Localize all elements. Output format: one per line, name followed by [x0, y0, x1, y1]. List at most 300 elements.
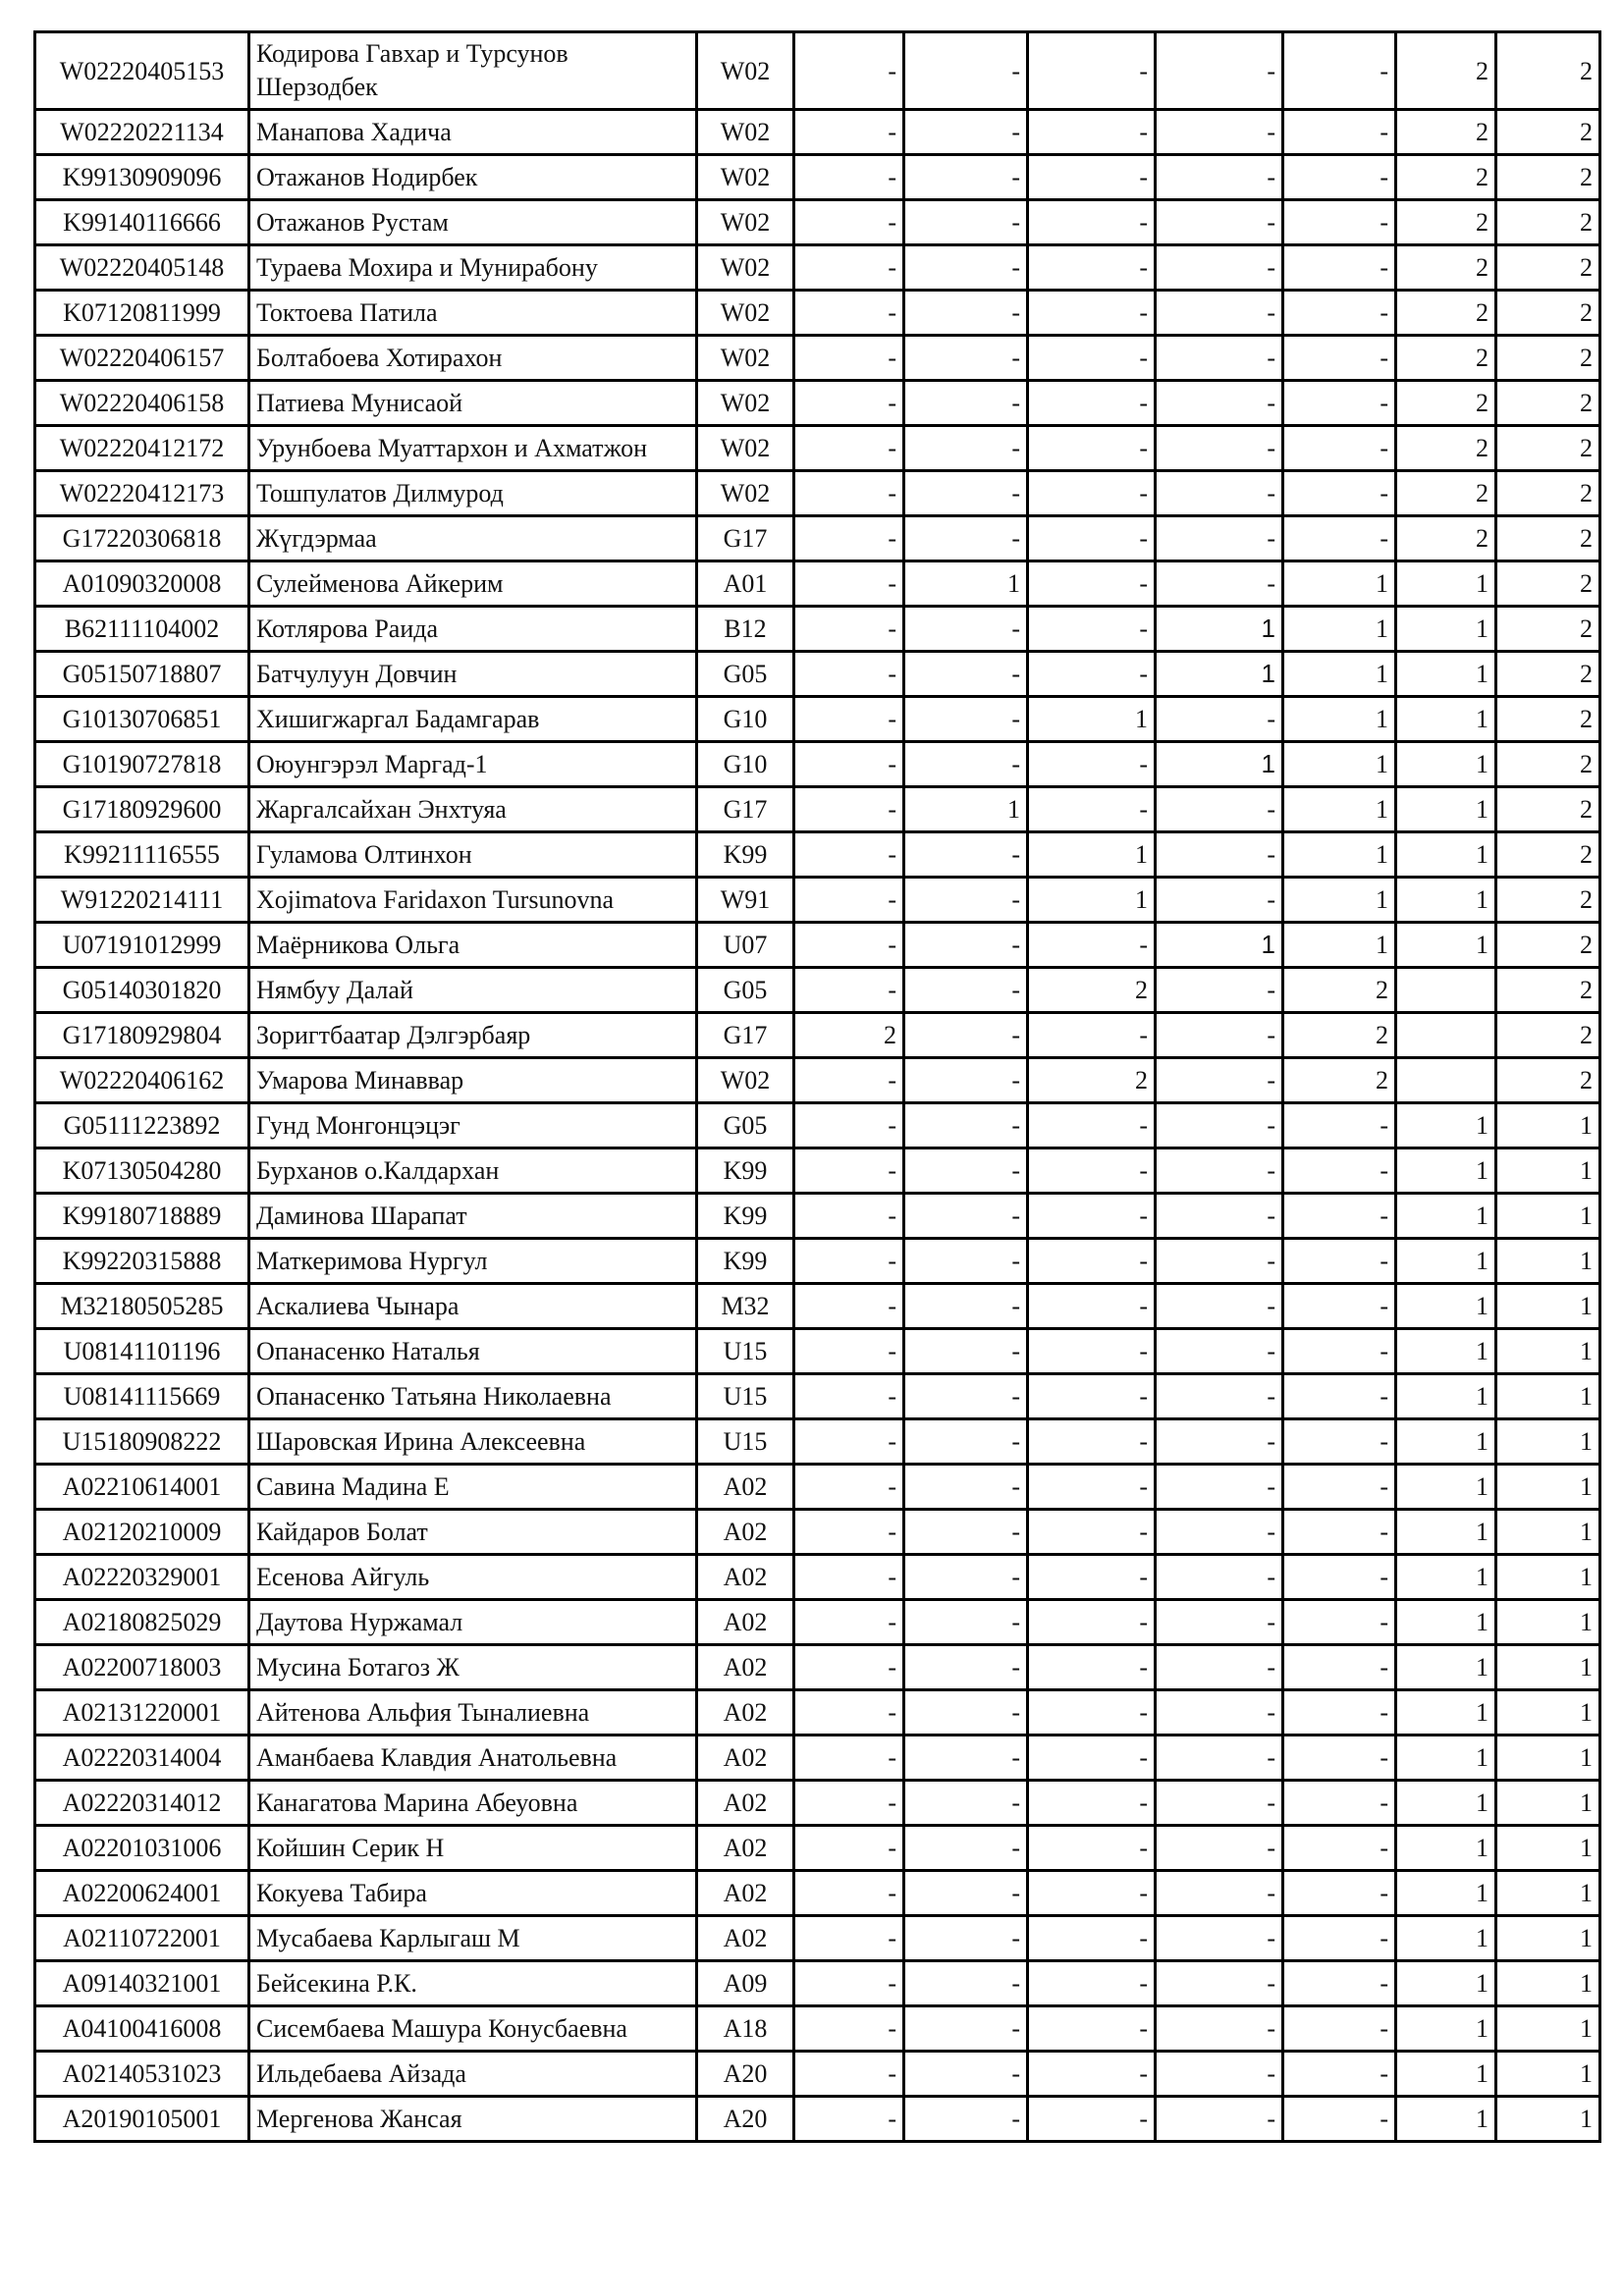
total-cell: 1	[1496, 1961, 1600, 2006]
participant-name-cell: Тошпулатов Дилмурод	[249, 471, 697, 516]
value-cell: -	[1283, 245, 1396, 291]
table-row	[35, 1194, 1600, 1239]
value-cell: -	[1283, 1419, 1396, 1465]
value-cell: -	[1283, 1916, 1396, 1961]
participant-name-cell: Даминова Шарапат	[249, 1194, 697, 1239]
value-cell: -	[904, 1239, 1028, 1284]
record-id-cell: G05111223892	[35, 1103, 249, 1148]
value-cell: -	[1028, 471, 1156, 516]
participant-name-cell: Оюунгэрэл Маргад-1	[249, 742, 697, 787]
value-cell: 2	[1396, 155, 1496, 200]
value-cell: -	[794, 516, 904, 561]
value-cell: -	[794, 110, 904, 155]
value-cell: -	[1156, 2097, 1283, 2142]
value-cell: -	[794, 200, 904, 245]
total-cell: 2	[1496, 561, 1600, 607]
value-cell: -	[1283, 426, 1396, 471]
participant-name-cell: Жаргалсайхан Энхтуяа	[249, 787, 697, 832]
participant-name-cell: Мусина Ботагоз Ж	[249, 1645, 697, 1690]
value-cell: -	[794, 1329, 904, 1374]
record-id-cell: K99130909096	[35, 155, 249, 200]
value-cell: -	[1028, 1465, 1156, 1510]
total-cell: 1	[1496, 1510, 1600, 1555]
table-row	[35, 697, 1600, 742]
value-cell: -	[794, 561, 904, 607]
value-cell: -	[1283, 2097, 1396, 2142]
value-cell: -	[1156, 1419, 1283, 1465]
total-cell: 1	[1496, 1871, 1600, 1916]
participant-name-cell: Хишигжаргал Бадамгарав	[249, 697, 697, 742]
value-cell: -	[1283, 336, 1396, 381]
value-cell: -	[1156, 878, 1283, 923]
table-row	[35, 832, 1600, 878]
participant-name-cell: Болтабоева Хотирахон	[249, 336, 697, 381]
value-cell: -	[794, 652, 904, 697]
total-cell: 2	[1496, 291, 1600, 336]
participant-name-cell: Маёрникова Ольга	[249, 923, 697, 968]
participant-name-cell: Опанасенко Наталья	[249, 1329, 697, 1374]
value-cell: -	[1028, 607, 1156, 652]
table-row	[35, 742, 1600, 787]
value-cell: -	[1283, 381, 1396, 426]
value-cell: -	[904, 878, 1028, 923]
value-cell: 1	[1396, 1600, 1496, 1645]
value-cell: -	[1283, 1239, 1396, 1284]
value-cell: -	[794, 1781, 904, 1826]
total-cell: 2	[1496, 697, 1600, 742]
value-cell: -	[904, 1419, 1028, 1465]
table-row	[35, 1239, 1600, 1284]
total-cell: 1	[1496, 1916, 1600, 1961]
value-cell: -	[904, 1374, 1028, 1419]
table-row	[35, 471, 1600, 516]
group-code-cell: A02	[697, 1510, 794, 1555]
total-cell: 1	[1496, 1148, 1600, 1194]
value-cell: -	[1156, 832, 1283, 878]
value-cell: -	[1028, 200, 1156, 245]
value-cell: -	[904, 1555, 1028, 1600]
value-cell: -	[794, 742, 904, 787]
participant-name-cell: Патиева Мунисаой	[249, 381, 697, 426]
value-cell: 2	[1283, 968, 1396, 1013]
record-id-cell: A02210614001	[35, 1465, 249, 1510]
participant-name-cell: Аскалиева Чынара	[249, 1284, 697, 1329]
value-cell: -	[794, 968, 904, 1013]
value-cell: -	[1028, 1871, 1156, 1916]
total-cell: 2	[1496, 968, 1600, 1013]
total-cell: 2	[1496, 652, 1600, 697]
participant-name-cell: Токтоева Патила	[249, 291, 697, 336]
value-cell: -	[1283, 2006, 1396, 2052]
total-cell: 2	[1496, 245, 1600, 291]
value-cell: -	[1028, 155, 1156, 200]
group-code-cell: A02	[697, 1465, 794, 1510]
value-cell: -	[904, 1916, 1028, 1961]
value-cell: -	[904, 1103, 1028, 1148]
value-cell: -	[1156, 291, 1283, 336]
participant-name-cell: Нямбуу Далай	[249, 968, 697, 1013]
value-cell: -	[1283, 155, 1396, 200]
value-cell: 1	[1396, 652, 1496, 697]
value-cell: -	[1156, 200, 1283, 245]
value-cell: -	[794, 832, 904, 878]
value-cell: -	[1156, 1735, 1283, 1781]
value-cell: -	[904, 471, 1028, 516]
participant-name-cell: Ильдебаева Айзада	[249, 2052, 697, 2097]
total-cell: 2	[1496, 742, 1600, 787]
value-cell: -	[1156, 2052, 1283, 2097]
results-table	[33, 30, 1601, 2143]
value-cell: -	[1028, 1781, 1156, 1826]
participant-name-cell: Бурханов о.Калдархан	[249, 1148, 697, 1194]
total-cell: 2	[1496, 336, 1600, 381]
group-code-cell: W02	[697, 110, 794, 155]
value-cell: -	[794, 32, 904, 110]
value-cell: 1	[1283, 878, 1396, 923]
value-cell: -	[1156, 1916, 1283, 1961]
value-cell: -	[1283, 1284, 1396, 1329]
group-code-cell: A18	[697, 2006, 794, 2052]
value-cell: 2	[1396, 291, 1496, 336]
record-id-cell: K99220315888	[35, 1239, 249, 1284]
value-cell: -	[904, 1194, 1028, 1239]
value-cell: -	[1156, 155, 1283, 200]
participant-name-cell: Сисембаева Машура Конусбаевна	[249, 2006, 697, 2052]
value-cell: -	[794, 1374, 904, 1419]
record-id-cell: W02220412173	[35, 471, 249, 516]
value-cell: -	[904, 1058, 1028, 1103]
participant-name-cell: Опанасенко Татьяна Николаевна	[249, 1374, 697, 1419]
group-code-cell: A20	[697, 2097, 794, 2142]
participant-name-cell: Кокуева Табира	[249, 1871, 697, 1916]
value-cell: -	[1156, 1690, 1283, 1735]
value-cell: -	[1283, 1194, 1396, 1239]
table-row	[35, 1103, 1600, 1148]
total-cell: 1	[1496, 2006, 1600, 2052]
record-id-cell: W02220405153	[35, 32, 249, 110]
total-cell: 2	[1496, 471, 1600, 516]
record-id-cell: K99140116666	[35, 200, 249, 245]
table-row	[35, 1645, 1600, 1690]
record-id-cell: W02220406162	[35, 1058, 249, 1103]
participant-name-cell: Савина Мадина Е	[249, 1465, 697, 1510]
value-cell: -	[904, 607, 1028, 652]
value-cell: -	[1283, 1600, 1396, 1645]
value-cell: 1	[1283, 697, 1396, 742]
value-cell: 1	[1396, 2006, 1496, 2052]
value-cell: -	[1156, 1058, 1283, 1103]
value-cell: -	[1283, 1781, 1396, 1826]
value-cell: -	[1156, 1465, 1283, 1510]
table-row	[35, 1329, 1600, 1374]
value-cell: 1	[1156, 923, 1283, 968]
value-cell: -	[794, 155, 904, 200]
value-cell: -	[904, 1284, 1028, 1329]
record-id-cell: G17180929804	[35, 1013, 249, 1058]
record-id-cell: A04100416008	[35, 2006, 249, 2052]
value-cell: 1	[1396, 1690, 1496, 1735]
value-cell: -	[1283, 1465, 1396, 1510]
group-code-cell: W02	[697, 155, 794, 200]
table-row	[35, 1465, 1600, 1510]
value-cell: 1	[1396, 1916, 1496, 1961]
participant-name-cell: Кодирова Гавхар и Турсунов Шерзодбек	[249, 32, 697, 110]
participant-name-cell: Маткеримова Нургул	[249, 1239, 697, 1284]
value-cell: 1	[1396, 561, 1496, 607]
record-id-cell: G10190727818	[35, 742, 249, 787]
value-cell: -	[1156, 336, 1283, 381]
value-cell: -	[1283, 1555, 1396, 1600]
value-cell: 1	[1396, 1510, 1496, 1555]
value-cell: -	[1283, 200, 1396, 245]
group-code-cell: G05	[697, 968, 794, 1013]
table-row	[35, 381, 1600, 426]
value-cell: -	[904, 516, 1028, 561]
value-cell: -	[1028, 110, 1156, 155]
total-cell: 2	[1496, 832, 1600, 878]
value-cell: -	[904, 968, 1028, 1013]
participant-name-cell: Гуламова Олтинхон	[249, 832, 697, 878]
value-cell: -	[1028, 1916, 1156, 1961]
value-cell: -	[794, 1600, 904, 1645]
participant-name-cell: Сулейменова Айкерим	[249, 561, 697, 607]
group-code-cell: W02	[697, 336, 794, 381]
total-cell: 1	[1496, 1600, 1600, 1645]
total-cell: 1	[1496, 1103, 1600, 1148]
group-code-cell: W91	[697, 878, 794, 923]
value-cell: -	[1156, 1645, 1283, 1690]
record-id-cell: A02200624001	[35, 1871, 249, 1916]
table-row	[35, 878, 1600, 923]
value-cell: -	[1156, 1826, 1283, 1871]
group-code-cell: G17	[697, 516, 794, 561]
total-cell: 2	[1496, 923, 1600, 968]
value-cell: -	[1156, 471, 1283, 516]
value-cell: -	[904, 742, 1028, 787]
total-cell: 1	[1496, 1374, 1600, 1419]
value-cell: -	[1156, 968, 1283, 1013]
value-cell: -	[1283, 291, 1396, 336]
value-cell: -	[904, 1510, 1028, 1555]
value-cell: -	[1028, 1374, 1156, 1419]
value-cell: -	[794, 1284, 904, 1329]
value-cell: 2	[1396, 32, 1496, 110]
value-cell: -	[1028, 2052, 1156, 2097]
table-row	[35, 1419, 1600, 1465]
value-cell: -	[794, 1871, 904, 1916]
group-code-cell: K99	[697, 1239, 794, 1284]
group-code-cell: U15	[697, 1419, 794, 1465]
group-code-cell: W02	[697, 471, 794, 516]
total-cell: 1	[1496, 2097, 1600, 2142]
table-row	[35, 1871, 1600, 1916]
value-cell: 1	[1396, 1555, 1496, 1600]
value-cell: -	[1156, 1103, 1283, 1148]
value-cell: 2	[794, 1013, 904, 1058]
value-cell: -	[1156, 1871, 1283, 1916]
value-cell: 2	[1396, 336, 1496, 381]
value-cell	[1396, 1013, 1496, 1058]
group-code-cell: G10	[697, 742, 794, 787]
value-cell: -	[1156, 426, 1283, 471]
total-cell: 2	[1496, 426, 1600, 471]
value-cell: -	[1028, 1826, 1156, 1871]
value-cell: -	[1156, 697, 1283, 742]
total-cell: 2	[1496, 1058, 1600, 1103]
value-cell: -	[1028, 1239, 1156, 1284]
value-cell: 1	[1283, 652, 1396, 697]
total-cell: 2	[1496, 878, 1600, 923]
value-cell: 1	[1283, 607, 1396, 652]
record-id-cell: A02201031006	[35, 1826, 249, 1871]
value-cell: -	[1028, 1961, 1156, 2006]
participant-name-cell: Урунбоева Муаттархон и Ахматжон	[249, 426, 697, 471]
value-cell: -	[1283, 1871, 1396, 1916]
participant-name-cell: Даутова Нуржамал	[249, 1600, 697, 1645]
value-cell: 1	[1396, 832, 1496, 878]
value-cell: -	[1283, 32, 1396, 110]
value-cell: -	[1156, 516, 1283, 561]
group-code-cell: A20	[697, 2052, 794, 2097]
table-row	[35, 1058, 1600, 1103]
participant-name-cell: Есенова Айгуль	[249, 1555, 697, 1600]
value-cell: 1	[1396, 1465, 1496, 1510]
value-cell: -	[794, 1916, 904, 1961]
record-id-cell: A01090320008	[35, 561, 249, 607]
group-code-cell: G05	[697, 652, 794, 697]
value-cell: -	[1028, 1735, 1156, 1781]
value-cell: 2	[1283, 1013, 1396, 1058]
record-id-cell: U15180908222	[35, 1419, 249, 1465]
value-cell: 1	[1396, 1826, 1496, 1871]
value-cell: 1	[1396, 923, 1496, 968]
value-cell: 1	[1156, 742, 1283, 787]
value-cell: -	[904, 923, 1028, 968]
value-cell: 1	[1396, 1961, 1496, 2006]
total-cell: 1	[1496, 1419, 1600, 1465]
group-code-cell: K99	[697, 1148, 794, 1194]
record-id-cell: G17220306818	[35, 516, 249, 561]
total-cell: 1	[1496, 1645, 1600, 1690]
value-cell: -	[1283, 1148, 1396, 1194]
value-cell: -	[1156, 1961, 1283, 2006]
record-id-cell: W91220214111	[35, 878, 249, 923]
value-cell: 1	[1283, 561, 1396, 607]
value-cell: -	[1156, 381, 1283, 426]
value-cell: 2	[1396, 471, 1496, 516]
value-cell: -	[904, 1645, 1028, 1690]
value-cell: -	[794, 336, 904, 381]
group-code-cell: K99	[697, 1194, 794, 1239]
value-cell: -	[1028, 923, 1156, 968]
total-cell: 1	[1496, 1465, 1600, 1510]
value-cell: 1	[1028, 832, 1156, 878]
table-row	[35, 561, 1600, 607]
value-cell: -	[1028, 561, 1156, 607]
value-cell: -	[904, 1961, 1028, 2006]
value-cell: -	[794, 697, 904, 742]
total-cell: 2	[1496, 787, 1600, 832]
value-cell: 1	[1156, 652, 1283, 697]
value-cell: -	[1028, 787, 1156, 832]
value-cell: 2	[1396, 426, 1496, 471]
value-cell: -	[1028, 2006, 1156, 2052]
value-cell: 1	[1396, 1194, 1496, 1239]
value-cell: -	[1156, 1194, 1283, 1239]
value-cell: -	[794, 291, 904, 336]
value-cell: -	[1028, 291, 1156, 336]
value-cell: 1	[1396, 1329, 1496, 1374]
table-row	[35, 1781, 1600, 1826]
record-id-cell: U07191012999	[35, 923, 249, 968]
record-id-cell: U08141115669	[35, 1374, 249, 1419]
value-cell: -	[1028, 516, 1156, 561]
value-cell: -	[904, 336, 1028, 381]
value-cell: -	[794, 245, 904, 291]
record-id-cell: A02120210009	[35, 1510, 249, 1555]
value-cell: 2	[1396, 516, 1496, 561]
value-cell: -	[1283, 1826, 1396, 1871]
value-cell	[1396, 968, 1496, 1013]
participant-name-cell: Канагатова Марина Абеуовна	[249, 1781, 697, 1826]
value-cell: 1	[1396, 2052, 1496, 2097]
participant-name-cell: Аманбаева Клавдия Анатольевна	[249, 1735, 697, 1781]
value-cell: -	[904, 245, 1028, 291]
participant-name-cell: Отажанов Нодирбек	[249, 155, 697, 200]
value-cell: -	[794, 1465, 904, 1510]
value-cell: 1	[1396, 1374, 1496, 1419]
group-code-cell: U15	[697, 1374, 794, 1419]
value-cell: 2	[1028, 968, 1156, 1013]
group-code-cell: A02	[697, 1781, 794, 1826]
total-cell: 2	[1496, 110, 1600, 155]
value-cell: -	[904, 200, 1028, 245]
value-cell: -	[904, 2006, 1028, 2052]
value-cell: -	[1156, 2006, 1283, 2052]
value-cell: -	[1156, 561, 1283, 607]
value-cell: 1	[904, 787, 1028, 832]
value-cell: -	[1156, 1329, 1283, 1374]
value-cell: 1	[1283, 742, 1396, 787]
table-row	[35, 291, 1600, 336]
value-cell: -	[1156, 1510, 1283, 1555]
participant-name-cell: Котлярова Раида	[249, 607, 697, 652]
table-row	[35, 2097, 1600, 2142]
table-row	[35, 1510, 1600, 1555]
value-cell: -	[1283, 1329, 1396, 1374]
table-row	[35, 245, 1600, 291]
value-cell: 2	[1028, 1058, 1156, 1103]
record-id-cell: K07120811999	[35, 291, 249, 336]
table-row	[35, 968, 1600, 1013]
table-row	[35, 607, 1600, 652]
value-cell: -	[1028, 1645, 1156, 1690]
value-cell: -	[1028, 1103, 1156, 1148]
value-cell: -	[904, 291, 1028, 336]
record-id-cell: G05150718807	[35, 652, 249, 697]
participant-name-cell: Бейсекина Р.К.	[249, 1961, 697, 2006]
value-cell: -	[1156, 110, 1283, 155]
table-row	[35, 923, 1600, 968]
value-cell: -	[904, 1600, 1028, 1645]
record-id-cell: A02220314012	[35, 1781, 249, 1826]
value-cell: 1	[1283, 787, 1396, 832]
value-cell: -	[904, 1735, 1028, 1781]
value-cell: -	[794, 923, 904, 968]
table-row	[35, 155, 1600, 200]
participant-name-cell: Отажанов Рустам	[249, 200, 697, 245]
group-code-cell: W02	[697, 426, 794, 471]
